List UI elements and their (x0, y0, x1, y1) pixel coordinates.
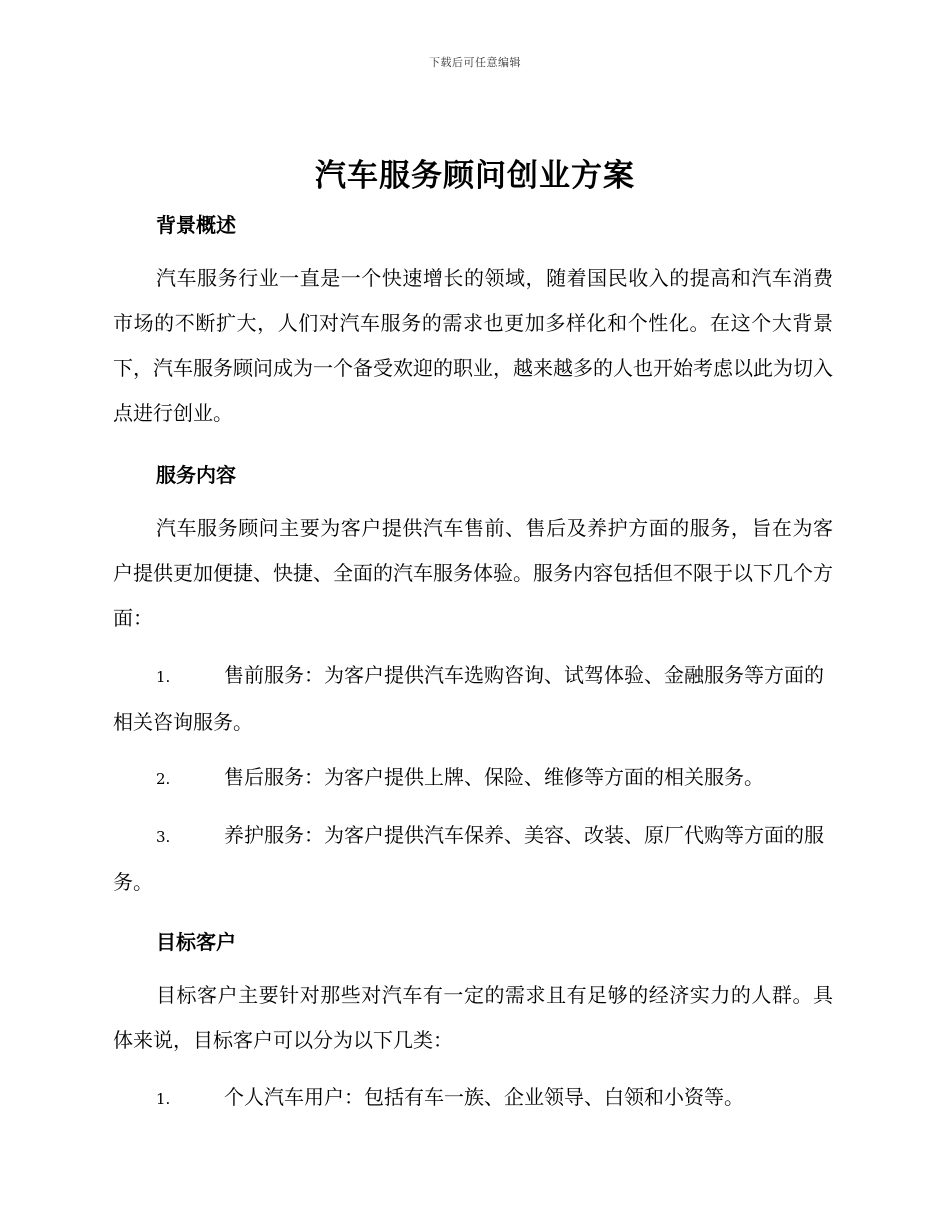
page-header-note: 下载后可任意编辑 (429, 56, 521, 69)
list-item-text: 养护服务：为客户提供汽车保养、美容、改装、原厂代购等方面的服务。 (113, 823, 824, 894)
list-item (113, 813, 835, 905)
list-item-text: 售前服务：为客户提供汽车选购咨询、试驾体验、金融服务等方面的相关咨询服务。 (113, 663, 824, 734)
section-heading-services: 服务内容 (156, 463, 236, 487)
section-paragraph-services: 汽车服务顾问主要为客户提供汽车售前、售后及养护方面的服务，旨在为客户提供更加便捷、快捷、全面的汽车服务体验。服务内容包括但不限于以下几个方面： (113, 516, 833, 630)
section-heading-background: 背景概述 (156, 213, 236, 237)
document-title: 汽车服务顾问创业方案 (315, 158, 635, 194)
list-item-text: 个人汽车用户：包括有车一族、企业领导、白领和小资等。 (224, 1085, 744, 1109)
list-item (113, 1075, 835, 1122)
section-paragraph-target-customers: 目标客户主要针对那些对汽车有一定的需求且有足够的经济实力的人群。具体来说，目标客户可以分为以下几类： (113, 983, 833, 1052)
section-paragraph-background: 汽车服务行业一直是一个快速增长的领域，随着国民收入的提高和汽车消费市场的不断扩大，人们对汽车服务的需求也更加多样化和个性化。在这个大背景下，汽车服务顾问成为一个备受欢迎的职业，越来越多的人也开始考虑以此为切入点进行创业。 (113, 266, 833, 425)
section-heading-target-customers: 目标客户 (156, 930, 236, 954)
list-item (113, 755, 835, 802)
list-item-text: 售后服务：为客户提供上牌、保险、维修等方面的相关服务。 (224, 765, 764, 789)
list-item-number: 3. (156, 828, 171, 846)
list-item-number: 1. (156, 1090, 171, 1108)
list-item-number: 1. (156, 668, 171, 686)
list-item (113, 653, 835, 745)
list-item-number: 2. (156, 770, 171, 788)
